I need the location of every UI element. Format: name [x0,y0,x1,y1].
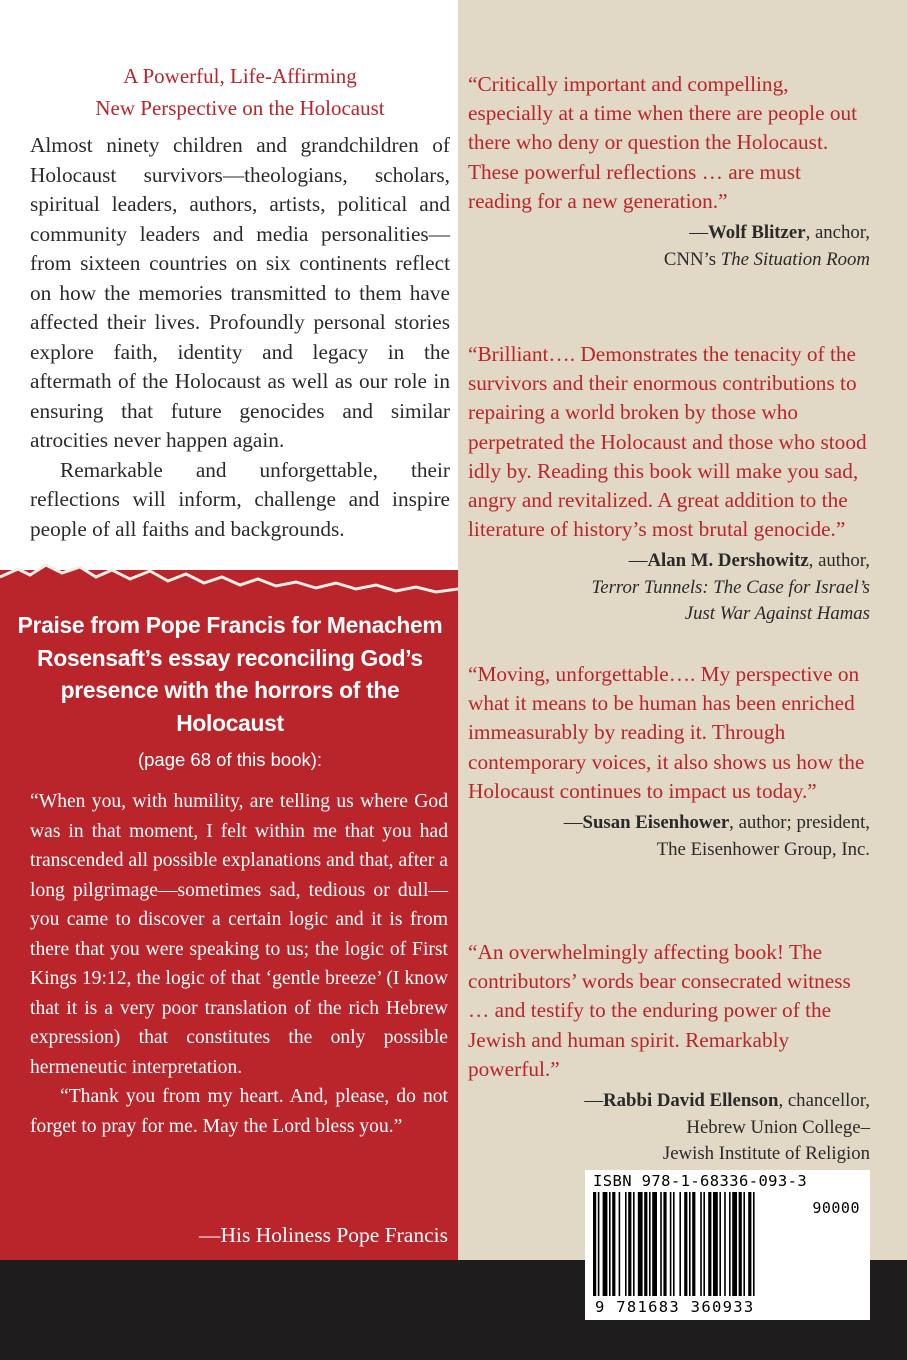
blurb-author-role: , author, [808,550,870,572]
barcode-bar [603,1192,608,1296]
barcode-bar [633,1192,635,1296]
barcode-bar [660,1192,662,1296]
torn-paper-edge [0,555,458,605]
isbn-label: ISBN 978-1-68336-093-3 [593,1172,808,1190]
isbn-barcode [585,1170,870,1320]
blurb-author-name: Wolf Blitzer [708,222,806,244]
blurb-ellenson [468,938,870,1168]
barcode-bar [612,1192,615,1296]
barcode-bar [625,1192,627,1296]
barcode-bar [670,1192,672,1296]
pope-quote-paragraph-2: “Thank you from my heart. And, please, do not forget to pray for me. May the Lord bless you.” [30,1086,448,1137]
barcode-bar [619,1192,621,1296]
blurb-author-name: Alan M. Dershowitz [647,550,809,572]
blurb-author-name: Susan Eisenhower [582,812,730,834]
price-code: 90000 [812,1199,860,1217]
barcode-bar [628,1192,631,1296]
blurb-dershowitz [468,340,870,628]
barcode-bar [663,1192,666,1296]
attribution-dash: — [628,550,648,572]
barcode-bar [719,1192,721,1296]
barcode-bar [652,1192,657,1296]
attribution-dash: — [689,222,709,244]
blurb-quote: “Critically important and compelling, especially at a time when there are people out there who deny or question the Holocaust. These powerful reflections … are must reading for a new generation.” [468,72,858,213]
ean-digits: 9 781683 360933 [595,1298,755,1316]
barcode-bar [673,1192,675,1296]
barcode-bar [598,1192,600,1296]
blurb-eisenhower [468,660,870,863]
attribution-dash: — [563,812,583,834]
summary-paragraph-2: Remarkable and unforgettable, their reflections will inform, challenge and inspire people of all faiths and backgrounds. [30,457,450,541]
blurb-author-role: , author; president, [729,812,870,834]
blurb-quote: “Moving, unforgettable…. My perspective on what it means to be human has been enriched immeasurably by reading it. Through contemporary voices, it also shows us how the Holocaust continues to impact us today.” [468,662,865,803]
tagline-line-2: New Perspective on the Holocaust [95,96,385,120]
barcode-bar [753,1192,755,1296]
blurb-book-title-2: Just War Against Hamas [684,603,870,625]
barcode-bar [684,1192,687,1296]
barcode-bar [644,1192,647,1296]
pope-quote [30,787,448,1141]
blurb-author-role: , chancellor, [778,1090,870,1112]
attribution-dash: — [584,1090,604,1112]
blurb-org-title: The Situation Room [720,248,870,270]
barcode-bar [708,1192,711,1296]
blurb-blitzer [468,70,870,273]
blurb-org-2: Jewish Institute of Religion [662,1143,870,1165]
blurb-author-role: , anchor, [805,222,870,244]
pope-quote-paragraph-1: “When you, with humility, are telling us where God was in that moment, I felt within me that you had transcended all possible explanations and that, after a long pilgrimage—sometimes sad, tedious or dull—you came to discover a certain logic and it is from there that you were speaking to us; the logic of First Kings 19:12, the logic of that ‘gentle breeze’ (I know that it is a very poor translation of the rich Hebrew expression) that constitutes the only possible hermeneutic interpretation. [30,791,448,1078]
blurb-attribution [468,220,870,273]
blurb-attribution [468,1088,870,1168]
barcode-bar [713,1192,718,1296]
barcode-bar [692,1192,695,1296]
blurb-author-name: Rabbi David Ellenson [603,1090,779,1112]
barcode-bar [593,1192,596,1296]
tagline-line-1: A Powerful, Life-Affirming [123,64,357,88]
barcode-bar [739,1192,742,1296]
blurb-quote: “An overwhelmingly affecting book! The contributors’ words bear consecrated witness … and testify to the enduring power of the Jewish and human spirit. Remarkably powerful.” [468,940,851,1081]
barcode-bar [649,1192,651,1296]
blurb-attribution [468,548,870,628]
blurb-org-1: Hebrew Union College– [686,1116,870,1138]
pope-attribution: —His Holiness Pope Francis [198,1223,448,1247]
praise-subheading: (page 68 of this book): [137,749,323,770]
barcode-bar [700,1192,702,1296]
barcode-bar [638,1192,643,1296]
blurb-quote: “Brilliant…. Demonstrates the tenacity of the survivors and their enormous contributions to repairing a world broken by those who perpetrated the Holocaust and those who stood idly by. Reading this book will make you sad, angry and revitalized. A great addition to the literature of history’s most brutal genocide.” [468,342,867,542]
blurb-attribution [468,810,870,863]
barcode-bar [703,1192,705,1296]
blurb-org-prefix: CNN’s [663,248,721,270]
barcode-bar [689,1192,691,1296]
book-summary [30,131,450,544]
barcode-bar [724,1192,726,1296]
barcode-bar [732,1192,737,1296]
barcode-bar [609,1192,611,1296]
barcode-bar [748,1192,751,1296]
summary-paragraph-1: Almost ninety children and grandchildren of Holocaust survivors—theologians, scholars, spiritual leaders, authors, artists, political and community leaders and media personalities—from sixteen countries on six continents reflect on how the memories transmitted to them have affected their lives. Profoundly personal stories explore faith, identity and legacy in the aftermath of the Holocaust as well as our role in ensuring that future genocides and similar atrocities never happen again. [30,133,450,452]
praise-heading: Praise from Pope Francis for Menachem Rosensaft’s essay reconciling God’s presence with the horrors of the Holocaust [17,612,443,736]
barcode-bar [729,1192,731,1296]
blurb-org: The Eisenhower Group, Inc. [656,838,870,860]
blurb-book-title-1: Terror Tunnels: The Case for Israel’s [591,576,870,598]
barcode-bar [679,1192,681,1296]
tagline [30,60,450,124]
barcode-bar [743,1192,745,1296]
